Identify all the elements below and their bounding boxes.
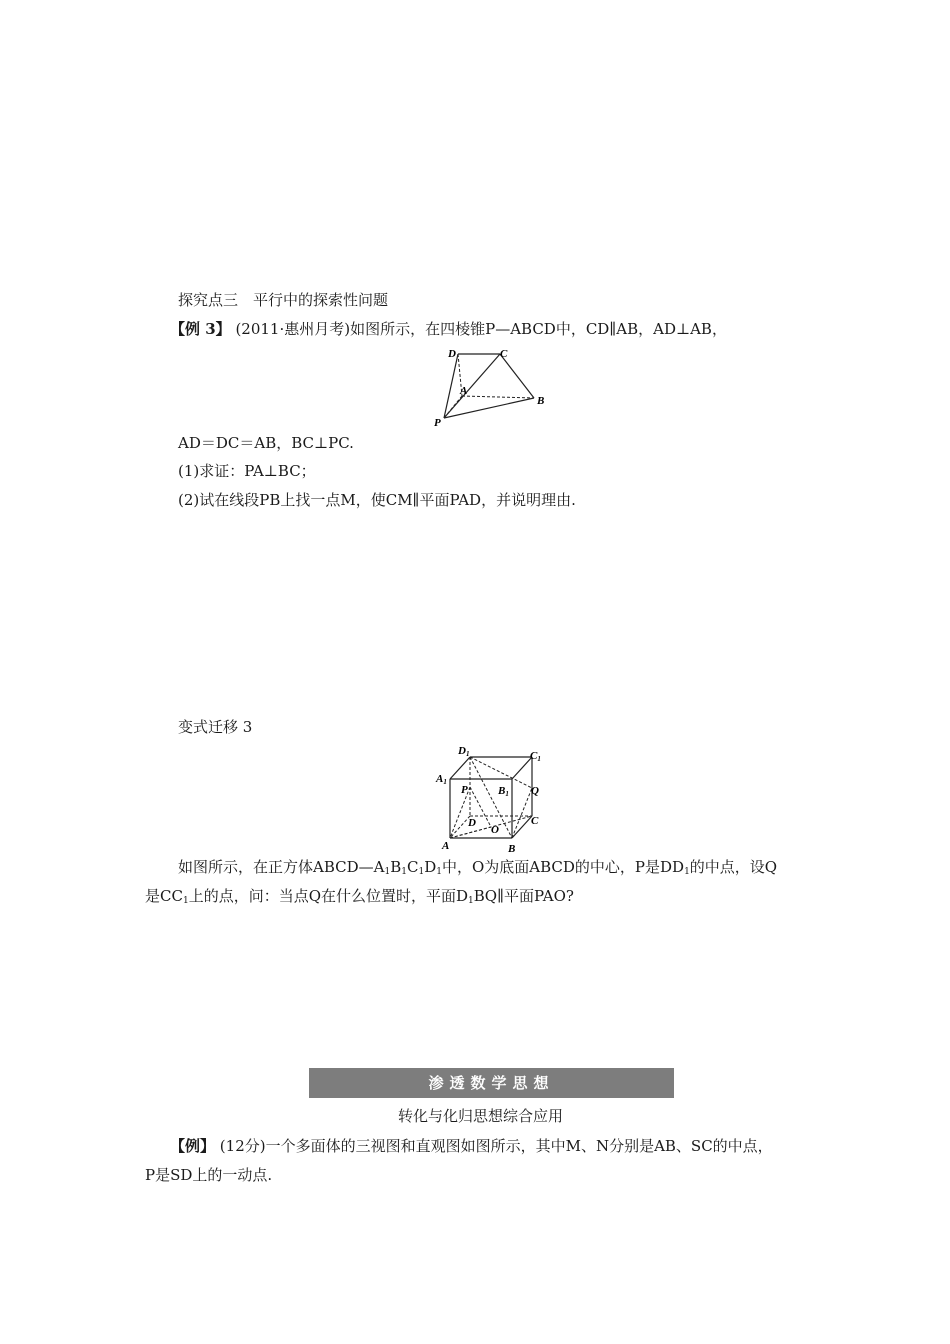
example3-intro-line — [170, 319, 727, 339]
label-C1: C1 — [530, 750, 541, 763]
label-D: D — [448, 348, 456, 360]
example3-intro: (2011·惠州月考)如图所示，在四棱锥P—ABCD中，CD∥AB，AD⊥AB， — [235, 320, 727, 338]
pyramid-figure — [430, 346, 560, 428]
label-D1: D1 — [458, 745, 470, 758]
label-B: B — [537, 395, 545, 407]
label-D: D — [468, 817, 476, 829]
label-B: B — [508, 843, 516, 854]
example3-condition: AD＝DC＝AB，BC⊥PC. — [178, 434, 354, 452]
variant3-text-line-1: 如图所示，在正方体$ABCD—A_1B_1C_1D_1$中，O为底面ABCD的中心，P是$DD_1$的中点，设Q — [178, 858, 778, 877]
section-subtitle: 转化与化归思想综合应用 — [398, 1107, 564, 1125]
example3-question-1: (1)求证：PA⊥BC； — [178, 462, 316, 480]
example3-tag: 【例 3】 — [170, 320, 231, 338]
example-line-2: P是SD上的一动点. — [145, 1166, 273, 1184]
label-A: A — [460, 385, 468, 397]
cube-figure — [434, 742, 544, 854]
variant3-text-line-2: 是$CC_1$上的点，问：当点Q在什么位置时，平面$D_1BQ\parallel$平面PAO? — [145, 887, 574, 906]
example-line-1 — [170, 1136, 773, 1156]
label-Q: Q — [531, 785, 539, 797]
label-P: P — [461, 784, 468, 796]
label-B1: B1 — [498, 785, 509, 798]
label-P: P — [434, 417, 441, 428]
label-A: A — [442, 840, 450, 852]
label-C: C — [531, 815, 539, 827]
example-tag: 【例】 — [170, 1137, 216, 1155]
section-heading: 探究点三 平行中的探索性问题 — [178, 291, 389, 309]
label-O: O — [491, 824, 499, 836]
example3-question-2: (2)试在线段PB上找一点M，使CM∥平面PAD，并说明理由. — [178, 491, 576, 509]
label-C: C — [500, 348, 508, 360]
variant3-heading: 变式迁移 3 — [178, 718, 253, 736]
section-banner: 渗透数学思想 — [309, 1068, 674, 1098]
example-text-1: (12分)一个多面体的三视图和直观图如图所示，其中M、N分别是AB、SC的中点， — [219, 1137, 773, 1155]
label-A1: A1 — [436, 773, 447, 786]
